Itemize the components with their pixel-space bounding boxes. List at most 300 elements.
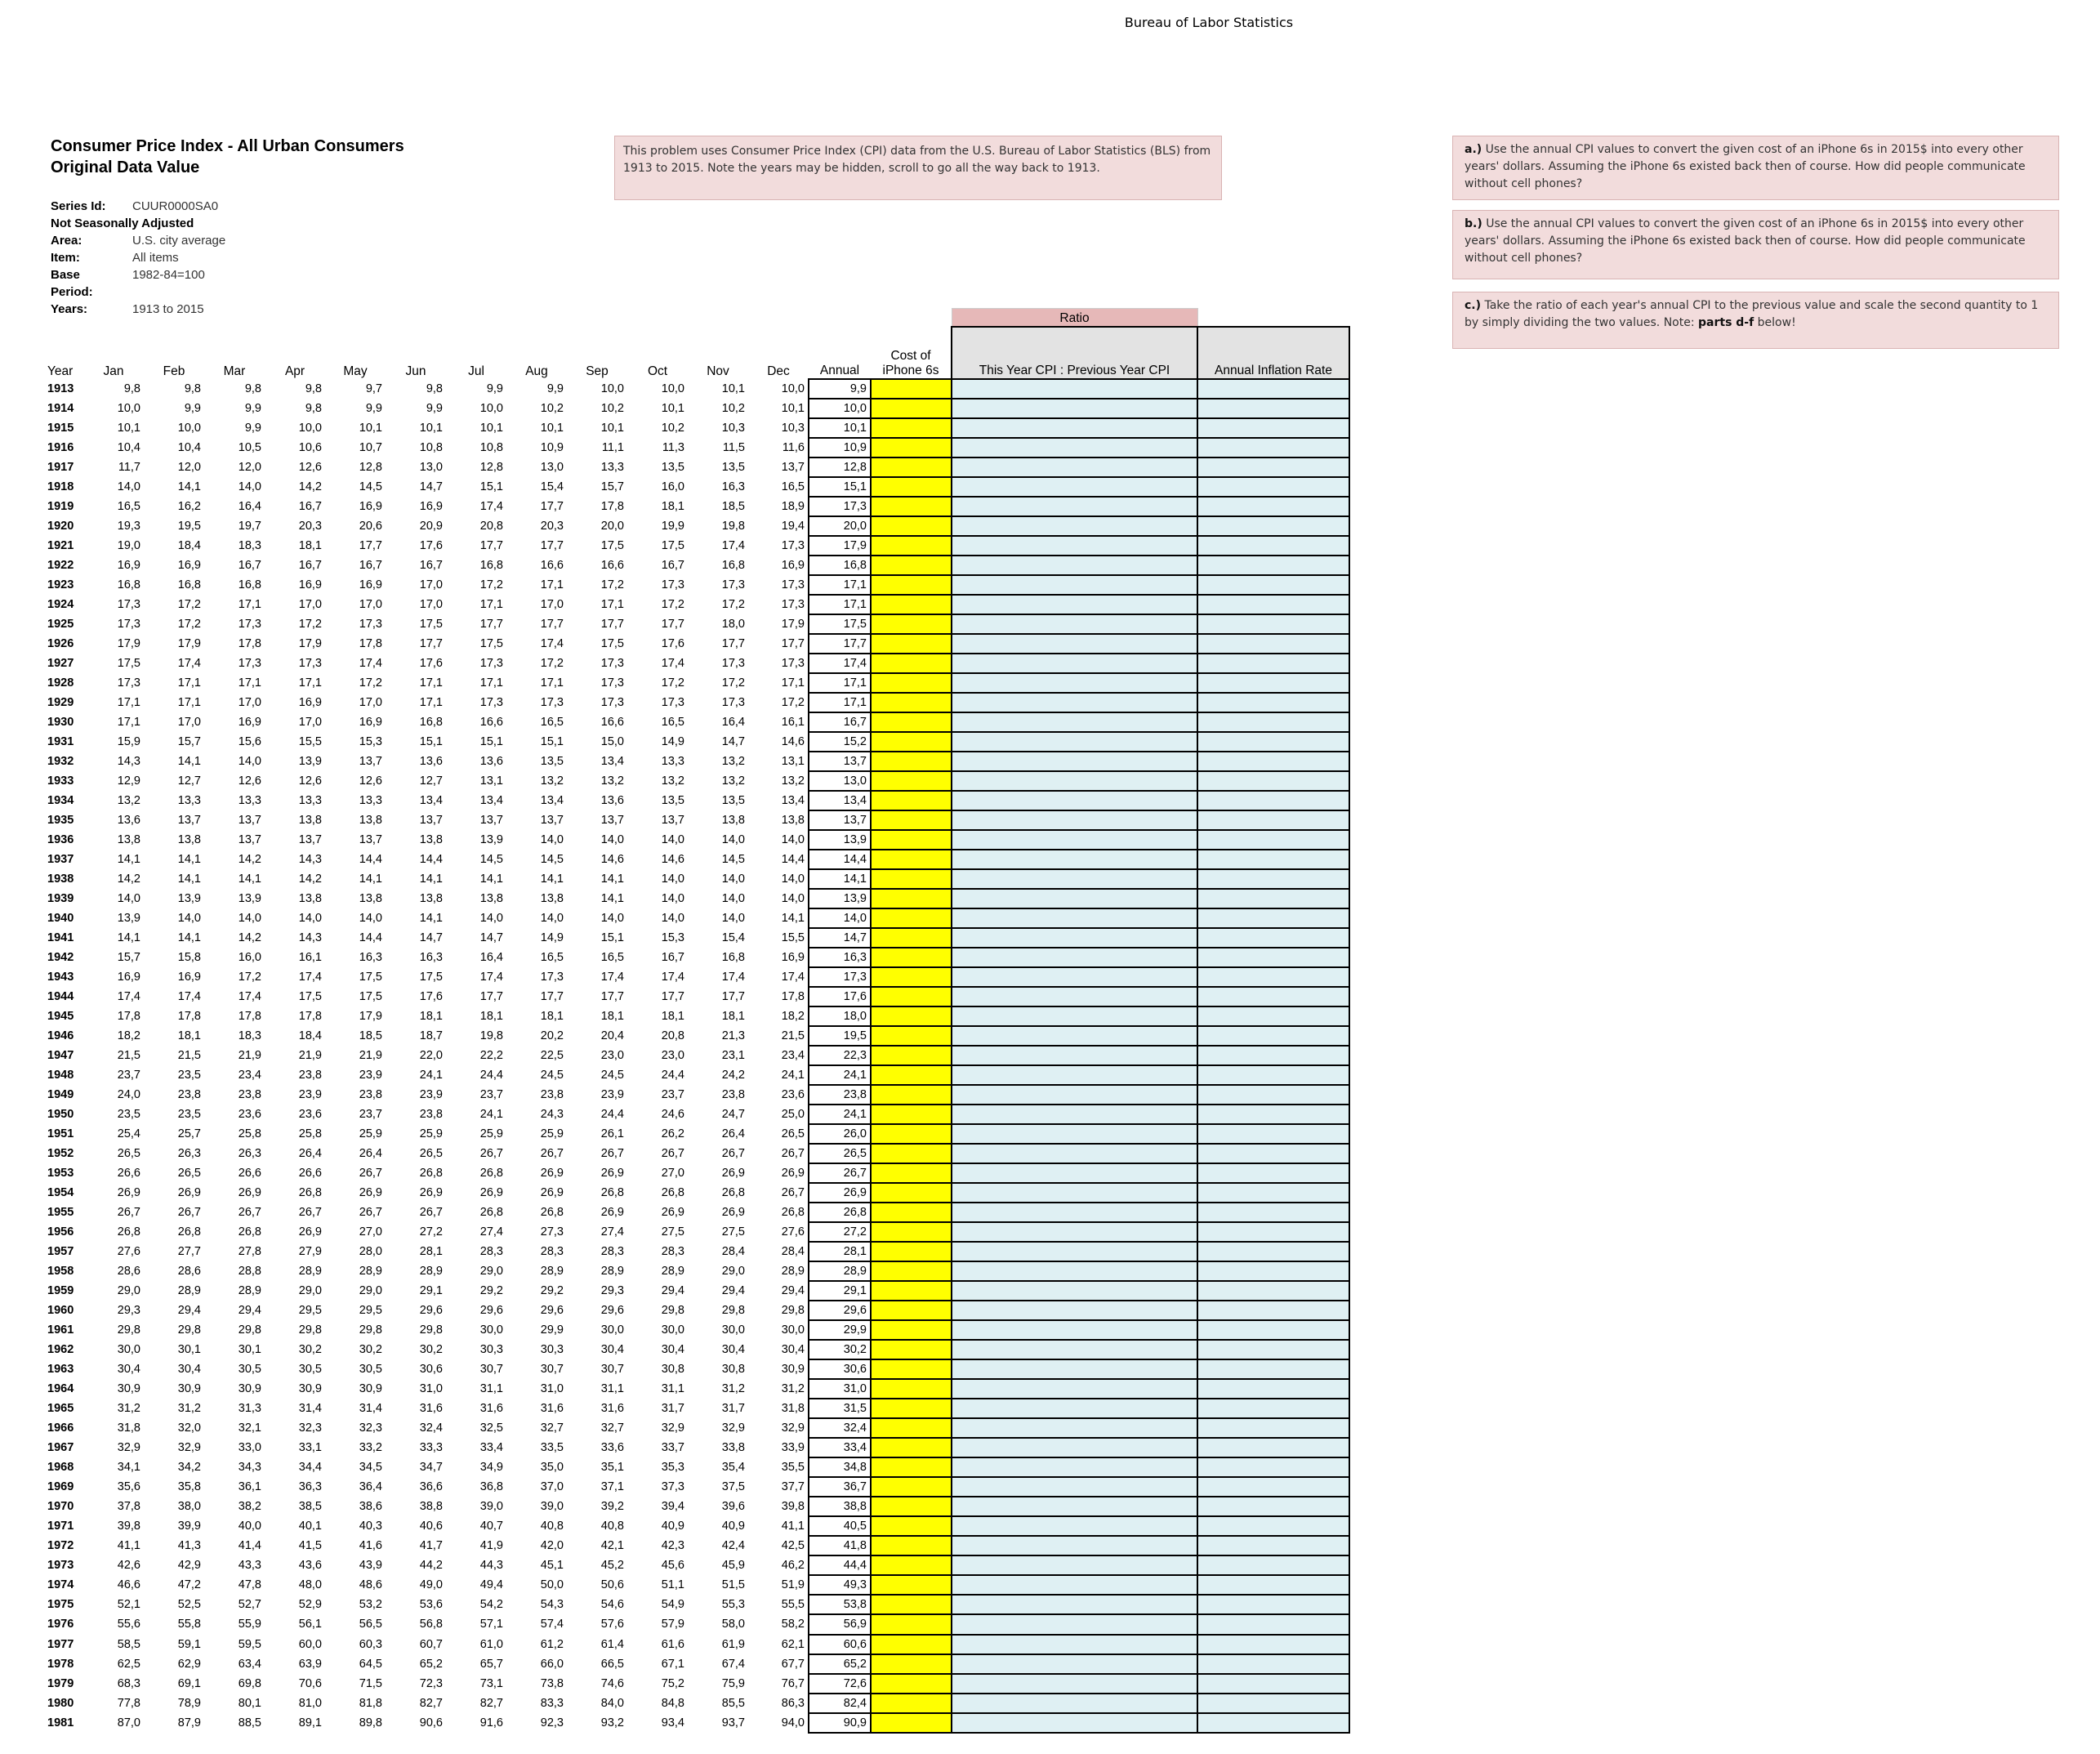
ratio-cell[interactable] [952,1183,1197,1203]
iphone-cost-cell[interactable] [871,1379,952,1399]
inflation-rate-cell[interactable] [1197,1144,1349,1163]
ratio-cell[interactable] [952,1301,1197,1320]
ratio-cell[interactable] [952,1340,1197,1359]
inflation-rate-cell[interactable] [1197,1438,1349,1457]
inflation-rate-cell[interactable] [1197,908,1349,928]
inflation-rate-cell[interactable] [1197,1222,1349,1242]
inflation-rate-cell[interactable] [1197,575,1349,595]
ratio-cell[interactable] [952,712,1197,732]
annual-cell[interactable]: 34,8 [809,1457,871,1477]
iphone-cost-cell[interactable] [871,418,952,438]
ratio-cell[interactable] [952,1124,1197,1144]
annual-cell[interactable]: 38,8 [809,1497,871,1516]
inflation-rate-cell[interactable] [1197,967,1349,987]
inflation-rate-cell[interactable] [1197,869,1349,889]
annual-cell[interactable]: 26,0 [809,1124,871,1144]
ratio-cell[interactable] [952,1242,1197,1261]
iphone-cost-cell[interactable] [871,1046,952,1065]
inflation-rate-cell[interactable] [1197,1457,1349,1477]
iphone-cost-cell[interactable] [871,497,952,516]
inflation-rate-cell[interactable] [1197,1006,1349,1026]
iphone-cost-cell[interactable] [871,987,952,1006]
inflation-rate-cell[interactable] [1197,379,1349,399]
iphone-cost-cell[interactable] [871,1203,952,1222]
month-cell: 18,1 [177,1029,201,1043]
annual-cell[interactable]: 17,3 [809,497,871,516]
iphone-cost-cell[interactable] [871,1516,952,1536]
month-cell: 28,3 [540,1245,564,1259]
month-cell: 67,4 [721,1657,745,1671]
ratio-cell[interactable] [952,1065,1197,1085]
month-cell: 17,3 [479,695,503,709]
iphone-cost-cell[interactable] [871,810,952,830]
ratio-cell[interactable] [952,1281,1197,1301]
annual-cell[interactable]: 10,0 [809,399,871,418]
annual-cell[interactable]: 13,7 [809,752,871,771]
inflation-rate-cell[interactable] [1197,712,1349,732]
ratio-cell[interactable] [952,1694,1197,1713]
iphone-cost-cell[interactable] [871,1575,952,1595]
annual-cell[interactable]: 27,2 [809,1222,871,1242]
annual-cell[interactable]: 30,2 [809,1340,871,1359]
ratio-cell[interactable] [952,752,1197,771]
inflation-rate-cell[interactable] [1197,418,1349,438]
ratio-cell[interactable] [952,536,1197,556]
iphone-cost-cell[interactable] [871,732,952,752]
inflation-rate-cell[interactable] [1197,1320,1349,1340]
iphone-cost-cell[interactable] [871,1497,952,1516]
ratio-cell[interactable] [952,457,1197,477]
inflation-rate-cell[interactable] [1197,1555,1349,1575]
annual-cell[interactable]: 17,1 [809,595,871,614]
ratio-cell[interactable] [952,1674,1197,1694]
inflation-rate-cell[interactable] [1197,1418,1349,1438]
annual-cell[interactable]: 82,4 [809,1694,871,1713]
inflation-rate-cell[interactable] [1197,438,1349,457]
month-cell: 73,8 [540,1676,564,1690]
annual-cell[interactable]: 13,7 [809,810,871,830]
annual-cell[interactable]: 33,4 [809,1438,871,1457]
inflation-rate-cell[interactable] [1197,1105,1349,1124]
month-cell: 69,1 [177,1676,201,1690]
month-cell: 14,0 [781,832,805,846]
iphone-cost-cell[interactable] [871,595,952,614]
iphone-cost-cell[interactable] [871,850,952,869]
ratio-cell[interactable] [952,673,1197,693]
annual-cell[interactable]: 32,4 [809,1418,871,1438]
annual-cell[interactable]: 15,1 [809,477,871,497]
ratio-cell[interactable] [952,1085,1197,1105]
inflation-rate-cell[interactable] [1197,948,1349,967]
iphone-cost-cell[interactable] [871,1399,952,1418]
inflation-rate-cell[interactable] [1197,1575,1349,1595]
iphone-cost-cell[interactable] [871,634,952,654]
ratio-cell[interactable] [952,1026,1197,1046]
ratio-cell[interactable] [952,869,1197,889]
annual-cell[interactable]: 23,8 [809,1085,871,1105]
annual-cell[interactable]: 12,8 [809,457,871,477]
iphone-cost-cell[interactable] [871,1694,952,1713]
ratio-cell[interactable] [952,1320,1197,1340]
ratio-cell[interactable] [952,948,1197,967]
table-row [44,457,1349,477]
inflation-rate-cell[interactable] [1197,1399,1349,1418]
ratio-cell[interactable] [952,1379,1197,1399]
iphone-cost-cell[interactable] [871,1614,952,1634]
ratio-cell[interactable] [952,771,1197,791]
inflation-rate-cell[interactable] [1197,732,1349,752]
annual-cell[interactable]: 29,6 [809,1301,871,1320]
ratio-cell[interactable] [952,1105,1197,1124]
iphone-cost-cell[interactable] [871,1713,952,1733]
iphone-cost-cell[interactable] [871,1457,952,1477]
iphone-cost-cell[interactable] [871,889,952,908]
inflation-rate-cell[interactable] [1197,1674,1349,1694]
annual-cell[interactable]: 13,9 [809,889,871,908]
ratio-cell[interactable] [952,1457,1197,1477]
inflation-rate-cell[interactable] [1197,1713,1349,1733]
annual-cell[interactable]: 53,8 [809,1595,871,1614]
annual-cell[interactable]: 26,8 [809,1203,871,1222]
month-cell: 37,5 [721,1480,745,1494]
inflation-rate-cell[interactable] [1197,1379,1349,1399]
annual-cell[interactable]: 26,9 [809,1183,871,1203]
month-cell: 17,7 [781,636,805,650]
inflation-rate-cell[interactable] [1197,1203,1349,1222]
inflation-rate-cell[interactable] [1197,1536,1349,1555]
iphone-cost-cell[interactable] [871,399,952,418]
iphone-cost-cell[interactable] [871,1555,952,1575]
iphone-cost-cell[interactable] [871,1085,952,1105]
iphone-cost-cell[interactable] [871,752,952,771]
inflation-rate-cell[interactable] [1197,752,1349,771]
inflation-rate-cell[interactable] [1197,1595,1349,1614]
inflation-rate-cell[interactable] [1197,850,1349,869]
iphone-cost-cell[interactable] [871,967,952,987]
annual-cell[interactable]: 31,5 [809,1399,871,1418]
iphone-cost-cell[interactable] [871,1261,952,1281]
annual-cell[interactable]: 19,5 [809,1026,871,1046]
iphone-cost-cell[interactable] [871,693,952,712]
month-cell: 52,7 [238,1598,261,1612]
ratio-cell[interactable] [952,497,1197,516]
iphone-cost-cell[interactable] [871,712,952,732]
iphone-cost-cell[interactable] [871,536,952,556]
ratio-cell[interactable] [952,1575,1197,1595]
iphone-cost-cell[interactable] [871,771,952,791]
iphone-cost-cell[interactable] [871,869,952,889]
inflation-rate-cell[interactable] [1197,673,1349,693]
ratio-cell[interactable] [952,595,1197,614]
iphone-cost-cell[interactable] [871,1105,952,1124]
ratio-cell[interactable] [952,1046,1197,1065]
year-cell: 1973 [47,1559,74,1573]
annual-cell[interactable]: 41,8 [809,1536,871,1555]
annual-cell[interactable]: 10,9 [809,438,871,457]
ratio-cell[interactable] [952,1359,1197,1379]
inflation-rate-cell[interactable] [1197,1614,1349,1634]
iphone-cost-cell[interactable] [871,654,952,673]
iphone-cost-cell[interactable] [871,1320,952,1340]
inflation-rate-cell[interactable] [1197,1477,1349,1497]
inflation-rate-cell[interactable] [1197,830,1349,850]
annual-cell[interactable]: 17,9 [809,536,871,556]
ratio-cell[interactable] [952,1516,1197,1536]
inflation-rate-cell[interactable] [1197,1635,1349,1654]
ratio-cell[interactable] [952,1144,1197,1163]
ratio-cell[interactable] [952,1006,1197,1026]
iphone-cost-cell[interactable] [871,1006,952,1026]
annual-cell[interactable]: 18,0 [809,1006,871,1026]
inflation-rate-cell[interactable] [1197,497,1349,516]
inflation-rate-cell[interactable] [1197,1654,1349,1674]
annual-cell[interactable]: 40,5 [809,1516,871,1536]
iphone-cost-cell[interactable] [871,1595,952,1614]
inflation-rate-cell[interactable] [1197,457,1349,477]
ratio-cell[interactable] [952,967,1197,987]
ratio-cell[interactable] [952,575,1197,595]
ratio-cell[interactable] [952,1222,1197,1242]
month-cell: 14,0 [721,911,745,925]
ratio-cell[interactable] [952,1635,1197,1654]
inflation-rate-cell[interactable] [1197,595,1349,614]
ratio-cell[interactable] [952,908,1197,928]
inflation-rate-cell[interactable] [1197,1281,1349,1301]
annual-cell[interactable]: 20,0 [809,516,871,536]
annual-cell[interactable]: 72,6 [809,1674,871,1694]
annual-cell[interactable]: 17,4 [809,654,871,673]
inflation-rate-cell[interactable] [1197,1516,1349,1536]
annual-cell[interactable]: 17,1 [809,673,871,693]
ratio-cell[interactable] [952,791,1197,810]
month-cell: 10,1 [479,421,503,435]
inflation-rate-cell[interactable] [1197,614,1349,634]
iphone-cost-cell[interactable] [871,1635,952,1654]
annual-cell[interactable]: 14,0 [809,908,871,928]
ratio-cell[interactable] [952,1555,1197,1575]
annual-cell[interactable]: 30,6 [809,1359,871,1379]
ratio-cell[interactable] [952,732,1197,752]
iphone-cost-cell[interactable] [871,1222,952,1242]
ratio-cell[interactable] [952,987,1197,1006]
iphone-cost-cell[interactable] [871,1359,952,1379]
iphone-cost-cell[interactable] [871,1163,952,1183]
iphone-cost-cell[interactable] [871,1654,952,1674]
month-cell: 36,8 [479,1480,503,1494]
table-row [44,1595,1349,1614]
iphone-cost-cell[interactable] [871,556,952,575]
ratio-cell[interactable] [952,516,1197,536]
inflation-rate-cell[interactable] [1197,1046,1349,1065]
iphone-cost-cell[interactable] [871,948,952,967]
ratio-cell[interactable] [952,1399,1197,1418]
annual-cell[interactable]: 22,3 [809,1046,871,1065]
annual-cell[interactable]: 13,4 [809,791,871,810]
month-cell: 14,1 [177,480,201,493]
iphone-cost-cell[interactable] [871,1065,952,1085]
annual-cell[interactable]: 36,7 [809,1477,871,1497]
iphone-cost-cell[interactable] [871,1418,952,1438]
annual-cell[interactable]: 16,7 [809,712,871,732]
annual-cell[interactable]: 17,1 [809,575,871,595]
ratio-cell[interactable] [952,889,1197,908]
annual-cell[interactable]: 90,9 [809,1713,871,1733]
ratio-cell[interactable] [952,438,1197,457]
annual-cell[interactable]: 26,5 [809,1144,871,1163]
inflation-rate-cell[interactable] [1197,654,1349,673]
iphone-cost-cell[interactable] [871,908,952,928]
ratio-cell[interactable] [952,654,1197,673]
annual-cell[interactable]: 56,9 [809,1614,871,1634]
annual-cell[interactable]: 16,3 [809,948,871,967]
annual-cell[interactable]: 28,9 [809,1261,871,1281]
iphone-cost-cell[interactable] [871,1674,952,1694]
inflation-rate-cell[interactable] [1197,1340,1349,1359]
month-cell: 31,1 [479,1382,503,1396]
month-cell: 15,1 [600,931,624,944]
inflation-rate-cell[interactable] [1197,536,1349,556]
inflation-rate-cell[interactable] [1197,477,1349,497]
annual-cell[interactable]: 31,0 [809,1379,871,1399]
annual-cell[interactable]: 17,3 [809,967,871,987]
inflation-rate-cell[interactable] [1197,693,1349,712]
table-row [44,948,1349,967]
annual-cell[interactable]: 17,6 [809,987,871,1006]
month-cell: 10,2 [721,401,745,415]
ratio-cell[interactable] [952,477,1197,497]
inflation-rate-cell[interactable] [1197,1124,1349,1144]
annual-cell[interactable]: 10,1 [809,418,871,438]
iphone-cost-cell[interactable] [871,614,952,634]
annual-cell[interactable]: 15,2 [809,732,871,752]
iphone-cost-cell[interactable] [871,830,952,850]
month-cell: 71,5 [359,1676,382,1690]
annual-cell[interactable]: 29,1 [809,1281,871,1301]
iphone-cost-cell[interactable] [871,791,952,810]
inflation-rate-cell[interactable] [1197,1163,1349,1183]
iphone-cost-cell[interactable] [871,1438,952,1457]
annual-cell[interactable]: 29,9 [809,1320,871,1340]
ratio-cell[interactable] [952,850,1197,869]
iphone-cost-cell[interactable] [871,1340,952,1359]
iphone-cost-cell[interactable] [871,928,952,948]
annual-cell[interactable]: 9,9 [809,379,871,399]
annual-cell[interactable]: 14,1 [809,869,871,889]
annual-cell[interactable]: 17,1 [809,693,871,712]
annual-cell[interactable]: 24,1 [809,1065,871,1085]
ratio-cell[interactable] [952,556,1197,575]
inflation-rate-cell[interactable] [1197,1694,1349,1713]
iphone-cost-cell[interactable] [871,379,952,399]
iphone-cost-cell[interactable] [871,477,952,497]
ratio-cell[interactable] [952,693,1197,712]
annual-cell[interactable]: 49,3 [809,1575,871,1595]
ratio-cell[interactable] [952,810,1197,830]
ratio-cell[interactable] [952,830,1197,850]
iphone-cost-cell[interactable] [871,1301,952,1320]
iphone-cost-cell[interactable] [871,516,952,536]
ratio-cell[interactable] [952,1713,1197,1733]
ratio-cell[interactable] [952,1438,1197,1457]
annual-cell[interactable]: 13,9 [809,830,871,850]
iphone-cost-cell[interactable] [871,1124,952,1144]
inflation-rate-cell[interactable] [1197,928,1349,948]
iphone-cost-cell[interactable] [871,575,952,595]
ratio-cell[interactable] [952,614,1197,634]
inflation-rate-cell[interactable] [1197,556,1349,575]
annual-cell[interactable]: 60,6 [809,1635,871,1654]
inflation-rate-cell[interactable] [1197,1242,1349,1261]
inflation-rate-cell[interactable] [1197,987,1349,1006]
annual-cell[interactable]: 16,8 [809,556,871,575]
ratio-cell[interactable] [952,1477,1197,1497]
annual-cell[interactable]: 26,7 [809,1163,871,1183]
annual-cell[interactable]: 65,2 [809,1654,871,1674]
iphone-cost-cell[interactable] [871,1536,952,1555]
ratio-cell[interactable] [952,379,1197,399]
inflation-rate-cell[interactable] [1197,1497,1349,1516]
inflation-rate-cell[interactable] [1197,1026,1349,1046]
annual-cell[interactable]: 28,1 [809,1242,871,1261]
month-cell: 17,8 [781,989,805,1003]
ratio-cell[interactable] [952,634,1197,654]
annual-cell[interactable]: 13,0 [809,771,871,791]
ratio-cell[interactable] [952,1654,1197,1674]
iphone-cost-cell[interactable] [871,1026,952,1046]
inflation-rate-cell[interactable] [1197,399,1349,418]
inflation-rate-cell[interactable] [1197,771,1349,791]
inflation-rate-cell[interactable] [1197,634,1349,654]
ratio-cell[interactable] [952,1614,1197,1634]
ratio-cell[interactable] [952,418,1197,438]
iphone-cost-cell[interactable] [871,1477,952,1497]
ratio-cell[interactable] [952,1497,1197,1516]
iphone-cost-cell[interactable] [871,1281,952,1301]
ratio-cell[interactable] [952,1163,1197,1183]
inflation-rate-cell[interactable] [1197,1301,1349,1320]
iphone-cost-cell[interactable] [871,1242,952,1261]
annual-cell[interactable]: 14,7 [809,928,871,948]
ratio-cell[interactable] [952,399,1197,418]
inflation-rate-cell[interactable] [1197,810,1349,830]
ratio-cell[interactable] [952,928,1197,948]
inflation-rate-cell[interactable] [1197,889,1349,908]
ratio-cell[interactable] [952,1261,1197,1281]
inflation-rate-cell[interactable] [1197,1085,1349,1105]
ratio-cell[interactable] [952,1595,1197,1614]
inflation-rate-cell[interactable] [1197,1065,1349,1085]
iphone-cost-cell[interactable] [871,457,952,477]
inflation-rate-cell[interactable] [1197,1359,1349,1379]
annual-cell[interactable]: 17,7 [809,634,871,654]
inflation-rate-cell[interactable] [1197,1183,1349,1203]
iphone-cost-cell[interactable] [871,1144,952,1163]
iphone-cost-cell[interactable] [871,1183,952,1203]
ratio-cell[interactable] [952,1203,1197,1222]
ratio-cell[interactable] [952,1418,1197,1438]
annual-cell[interactable]: 24,1 [809,1105,871,1124]
inflation-rate-cell[interactable] [1197,1261,1349,1281]
iphone-cost-cell[interactable] [871,673,952,693]
annual-cell[interactable]: 17,5 [809,614,871,634]
iphone-cost-cell[interactable] [871,438,952,457]
inflation-rate-cell[interactable] [1197,791,1349,810]
annual-cell[interactable]: 44,4 [809,1555,871,1575]
month-cell: 17,1 [117,715,140,729]
annual-cell[interactable]: 14,4 [809,850,871,869]
ratio-cell[interactable] [952,1536,1197,1555]
inflation-rate-cell[interactable] [1197,516,1349,536]
